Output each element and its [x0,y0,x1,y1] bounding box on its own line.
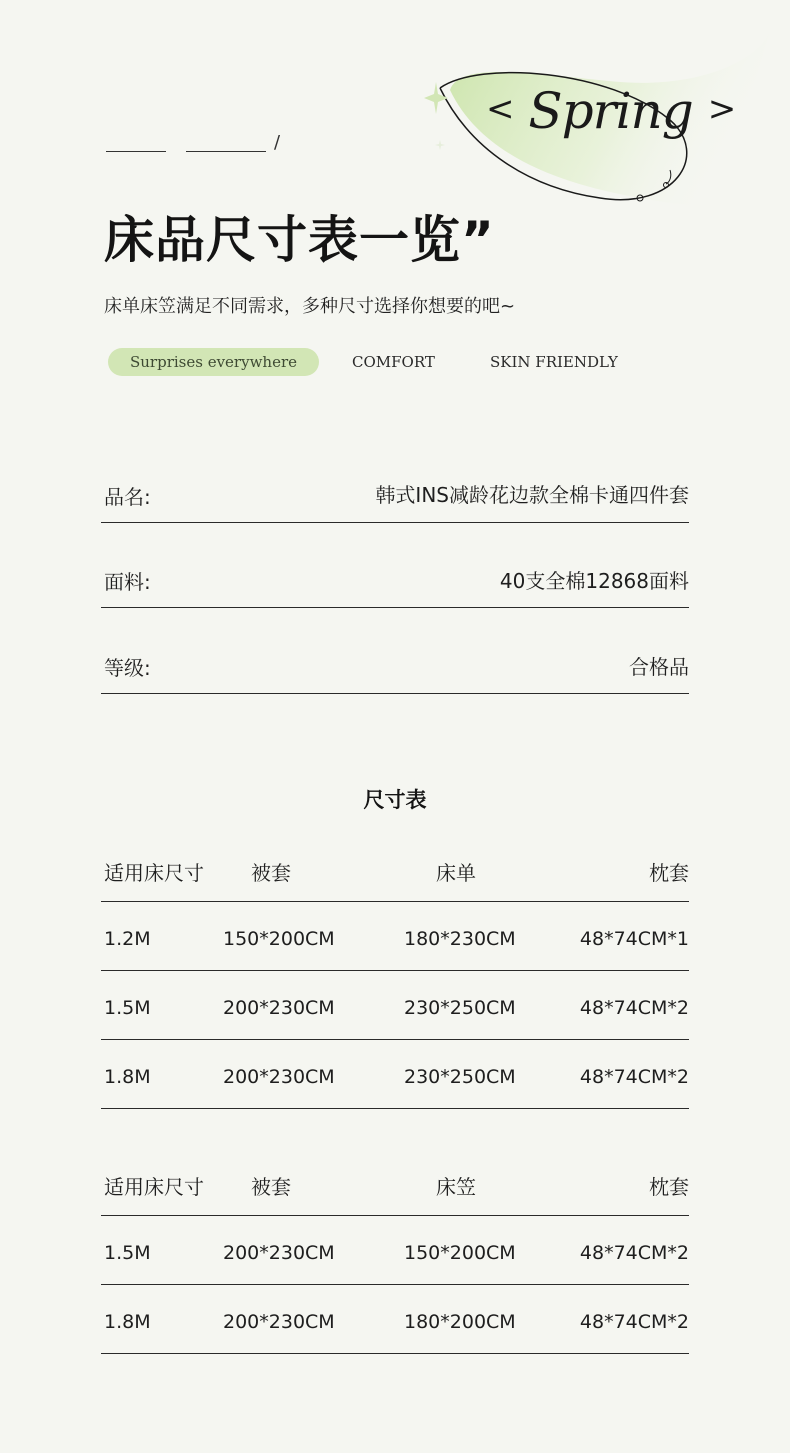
table-row [101,971,689,1040]
cell-pillowcase: 48*74CM*1 [579,928,689,950]
table-row [101,1040,689,1109]
divider [101,607,689,608]
page-title: 床品尺寸表一览” [104,211,495,269]
spring-title [486,82,735,140]
cell-bed-size: 1.8M [104,1311,151,1333]
cell-bed-sheet: 180*230CM [404,928,516,950]
header-duvet-cover: 被套 [251,1175,291,1199]
table-header-row [101,849,689,902]
sparkle-icon [424,82,448,114]
cell-duvet-cover: 200*230CM [223,997,335,1019]
header-bed-size: 适用床尺寸 [104,1175,204,1199]
header-duvet-cover: 被套 [251,861,291,885]
deco-slash: / [274,132,281,153]
deco-line [106,151,166,152]
cell-duvet-cover: 150*200CM [223,928,335,950]
cell-fitted-sheet: 180*200CM [404,1311,516,1333]
table-row [101,1285,689,1354]
header-pillowcase: 枕套 [649,1175,689,1199]
spring-left-bracket: < [486,89,514,129]
cell-bed-size: 1.5M [104,997,151,1019]
header-decoration-lines [106,134,296,154]
spring-word: Spring [528,82,693,140]
tag-skin-friendly: SKIN FRIENDLY [490,353,618,371]
cell-pillowcase: 48*74CM*2 [579,1311,689,1333]
spring-right-bracket: > [707,89,736,129]
cell-bed-size: 1.5M [104,1242,151,1264]
cell-duvet-cover: 200*230CM [223,1311,335,1333]
deco-line [186,151,266,152]
info-label-fabric: 面料: [104,570,151,594]
header-pillowcase: 枕套 [649,861,689,885]
size-table-fitted [101,1163,689,1354]
cell-bed-size: 1.2M [104,928,151,950]
cell-duvet-cover: 200*230CM [223,1066,335,1088]
table-row [101,902,689,971]
header-fitted-sheet: 床笠 [436,1175,476,1199]
divider [101,522,689,523]
header-bed-sheet: 床单 [436,861,476,885]
spring-badge [420,20,790,220]
size-table-sheet [101,849,689,1109]
cell-bed-sheet: 230*250CM [404,1066,516,1088]
info-value-fabric: 40支全棉12868面料 [499,569,689,593]
info-value-grade: 合格品 [629,655,689,679]
info-label-grade: 等级: [104,656,151,680]
table-header-row [101,1163,689,1216]
tag-comfort: COMFORT [352,353,435,371]
cell-fitted-sheet: 150*200CM [404,1242,516,1264]
cell-duvet-cover: 200*230CM [223,1242,335,1264]
header-bed-size: 适用床尺寸 [104,861,204,885]
size-chart-title: 尺寸表 [363,788,427,812]
cell-bed-sheet: 230*250CM [404,997,516,1019]
cell-pillowcase: 48*74CM*2 [579,1242,689,1264]
info-label-name: 品名: [104,485,151,509]
cell-pillowcase: 48*74CM*2 [579,1066,689,1088]
cell-bed-size: 1.8M [104,1066,151,1088]
info-value-name: 韩式INS减龄花边款全棉卡通四件套 [375,483,689,507]
divider [101,693,689,694]
page-subtitle: 床单床笠满足不同需求，多种尺寸选择你想要的吧~ [104,296,516,317]
cell-pillowcase: 48*74CM*2 [579,997,689,1019]
table-row [101,1216,689,1285]
feature-pill: Surprises everywhere [108,348,319,376]
